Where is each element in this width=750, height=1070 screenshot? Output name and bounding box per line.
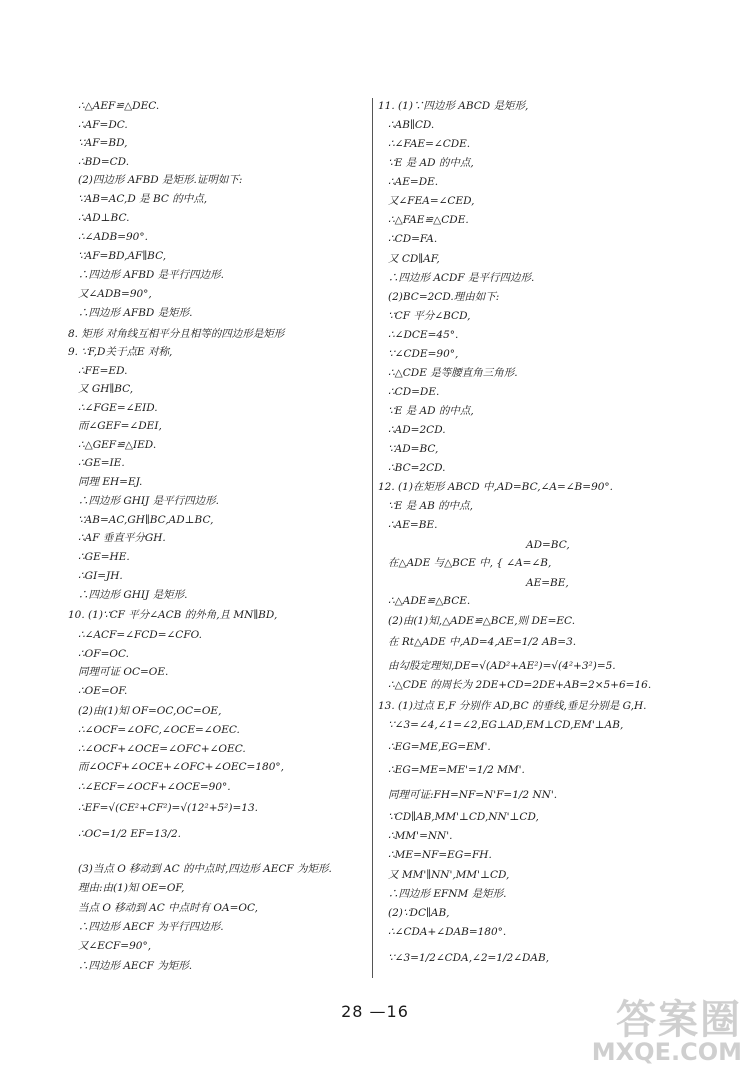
- left-line: ∴四边形 GHIJ 是平行四边形.: [78, 495, 219, 507]
- left-line: (3)当点 O 移动到 AC 的中点时,四边形 AECF 为矩形.: [78, 863, 332, 875]
- left-line: 又∠ADB=90°,: [78, 288, 152, 300]
- left-line: (2)由(1)知 OF=OC,OC=OE,: [78, 705, 222, 717]
- right-line: ∴△CDE 是等腰直角三角形.: [388, 367, 518, 379]
- right-line: 由勾股定理知,DE=√(AD²+AE²)=√(4²+3²)=5.: [388, 660, 616, 672]
- left-line: ∴四边形 AFBD 是平行四边形.: [78, 269, 225, 281]
- left-line: ∴∠OCF+∠OCE=∠OFC+∠OEC.: [78, 743, 246, 755]
- right-line: ∴∠FAE=∠CDE.: [388, 138, 471, 150]
- left-line: 9. ∵F,D关于点E 对称,: [68, 346, 173, 358]
- right-line: ∴四边形 EFNM 是矩形.: [388, 888, 507, 900]
- right-line: 又 CD∥AF,: [388, 253, 440, 265]
- right-line: ∴EG=ME,EG=EM'.: [388, 741, 491, 753]
- left-line: ∴BD=CD.: [78, 156, 130, 168]
- right-line: ∵∠3=∠4,∠1=∠2,EG⊥AD,EM⊥CD,EM'⊥AB,: [388, 719, 624, 731]
- right-line: ∴CD=DE.: [388, 386, 440, 398]
- right-line: (2)由(1)知,△ADE≌△BCE,则 DE=EC.: [388, 615, 576, 627]
- right-line: 在△ADE 与△BCE 中, { ∠A=∠B,: [388, 557, 552, 569]
- left-line: ∴四边形 AECF 为矩形.: [78, 960, 193, 972]
- left-line: ∴∠ADB=90°.: [78, 231, 148, 243]
- right-line: ∵E 是 AD 的中点,: [388, 157, 474, 169]
- right-line: 13. (1)过点 E,F 分别作 AD,BC 的垂线,垂足分别是 G,H.: [378, 700, 647, 712]
- left-line: ∴OE=OF.: [78, 685, 128, 697]
- right-line: ∴CD=FA.: [388, 233, 438, 245]
- left-line: 8. 矩形 对角线互相平分且相等的四边形是矩形: [68, 328, 285, 340]
- left-line: 同理 EH=EJ.: [78, 476, 143, 488]
- left-line: ∴△AEF≌△DEC.: [78, 100, 160, 112]
- left-line: ∵AB=AC,D 是 BC 的中点,: [78, 193, 208, 205]
- left-line: ∴四边形 AECF 为平行四边形.: [78, 921, 224, 933]
- right-line: 又 MM'∥NN',MM'⊥CD,: [388, 869, 510, 881]
- right-line: ∴MM'=NN'.: [388, 830, 453, 842]
- left-line: ∴△GEF≌△IED.: [78, 439, 157, 451]
- right-line: ∴BC=2CD.: [388, 462, 446, 474]
- right-line: 同理可证:FH=NF=N'F=1/2 NN'.: [388, 789, 558, 801]
- left-line: ∴GE=IE.: [78, 457, 125, 469]
- watermark-logo: 答案圈: [616, 997, 742, 1043]
- left-line: ∴GI=JH.: [78, 570, 123, 582]
- right-line: (2)BC=2CD.理由如下:: [388, 291, 500, 303]
- left-line: ∴∠ACF=∠FCD=∠CFO.: [78, 629, 202, 641]
- right-line: AD=BC,: [526, 539, 570, 551]
- left-line: ∴OC=1/2 EF=13/2.: [78, 828, 182, 840]
- left-line: 而∠GEF=∠DEI,: [78, 420, 162, 432]
- right-line: ∵∠CDE=90°,: [388, 348, 459, 360]
- left-line: 又∠ECF=90°,: [78, 940, 152, 952]
- right-line: ∴∠CDA+∠DAB=180°.: [388, 926, 507, 938]
- right-line: 又∠FEA=∠CED,: [388, 195, 475, 207]
- left-line: ∵AF=BD,AF∥BC,: [78, 250, 167, 262]
- watermark: [591, 997, 742, 1066]
- right-line: ∴EG=ME=ME'=1/2 MM'.: [388, 764, 525, 776]
- left-line: ∵AB=AC,GH∥BC,AD⊥BC,: [78, 514, 214, 526]
- left-line: 同理可证 OC=OE.: [78, 666, 169, 678]
- left-line: ∴OF=OC.: [78, 648, 129, 660]
- right-line: 11. (1)∵四边形 ABCD 是矩形,: [378, 100, 529, 112]
- left-line: 而∠OCF+∠OCE+∠OFC+∠OEC=180°,: [78, 761, 284, 773]
- left-line: ∴四边形 GHIJ 是矩形.: [78, 589, 188, 601]
- right-line: ∵CD∥AB,MM'⊥CD,NN'⊥CD,: [388, 811, 539, 823]
- right-line: ∴△ADE≌△BCE.: [388, 595, 471, 607]
- right-line: ∵E 是 AD 的中点,: [388, 405, 474, 417]
- left-line: ∴∠ECF=∠OCF+∠OCE=90°.: [78, 781, 231, 793]
- right-line: ∴AB∥CD.: [388, 119, 435, 131]
- left-line: ∴FE=ED.: [78, 365, 128, 377]
- right-line: ∵AD=BC,: [388, 443, 439, 455]
- watermark-site: MXQE.COM: [591, 1038, 742, 1066]
- right-line: ∴△CDE 的周长为 2DE+CD=2DE+AB=2×5+6=16.: [388, 679, 652, 691]
- left-line: 10. (1)∵CF 平分∠ACB 的外角,且 MN∥BD,: [68, 609, 278, 621]
- right-line: 在 Rt△ADE 中,AD=4,AE=1/2 AB=3.: [388, 636, 577, 648]
- right-line: ∴∠DCE=45°.: [388, 329, 459, 341]
- right-line: ∵E 是 AB 的中点,: [388, 500, 473, 512]
- left-line: ∴∠FGE=∠EID.: [78, 402, 158, 414]
- left-line: ∴∠OCF=∠OFC,∠OCE=∠OEC.: [78, 724, 240, 736]
- left-line: ∴AF=DC.: [78, 119, 128, 131]
- left-line: ∴EF=√(CE²+CF²)=√(12²+5²)=13.: [78, 802, 258, 814]
- left-line: 当点 O 移动到 AC 中点时有 OA=OC,: [78, 902, 259, 914]
- right-line: 12. (1)在矩形 ABCD 中,AD=BC,∠A=∠B=90°.: [378, 481, 614, 493]
- left-line: ∴四边形 AFBD 是矩形.: [78, 307, 193, 319]
- left-line: 又 GH∥BC,: [78, 383, 134, 395]
- left-line: (2)四边形 AFBD 是矩形.证明如下:: [78, 174, 243, 186]
- right-line: ∴AD=2CD.: [388, 424, 446, 436]
- right-line: (2)∵DC∥AB,: [388, 907, 450, 919]
- right-line: AE=BE,: [526, 577, 569, 589]
- right-line: ∵∠3=1/2∠CDA,∠2=1/2∠DAB,: [388, 952, 550, 964]
- right-line: ∴四边形 ACDF 是平行四边形.: [388, 272, 535, 284]
- right-line: ∴AE=BE.: [388, 519, 438, 531]
- right-line: ∴ME=NF=EG=FH.: [388, 849, 492, 861]
- left-line: ∴AD⊥BC.: [78, 212, 130, 224]
- column-divider: [372, 98, 373, 978]
- left-line: ∴AF 垂直平分GH.: [78, 532, 166, 544]
- left-line: ∴GE=HE.: [78, 551, 130, 563]
- right-line: ∴AE=DE.: [388, 176, 439, 188]
- left-line: 理由:由(1)知 OE=OF,: [78, 882, 185, 894]
- left-line: ∵AF=BD,: [78, 137, 128, 149]
- page-number: 28 —16: [341, 1002, 409, 1021]
- right-line: ∵CF 平分∠BCD,: [388, 310, 471, 322]
- right-line: ∴△FAE≌△CDE.: [388, 214, 469, 226]
